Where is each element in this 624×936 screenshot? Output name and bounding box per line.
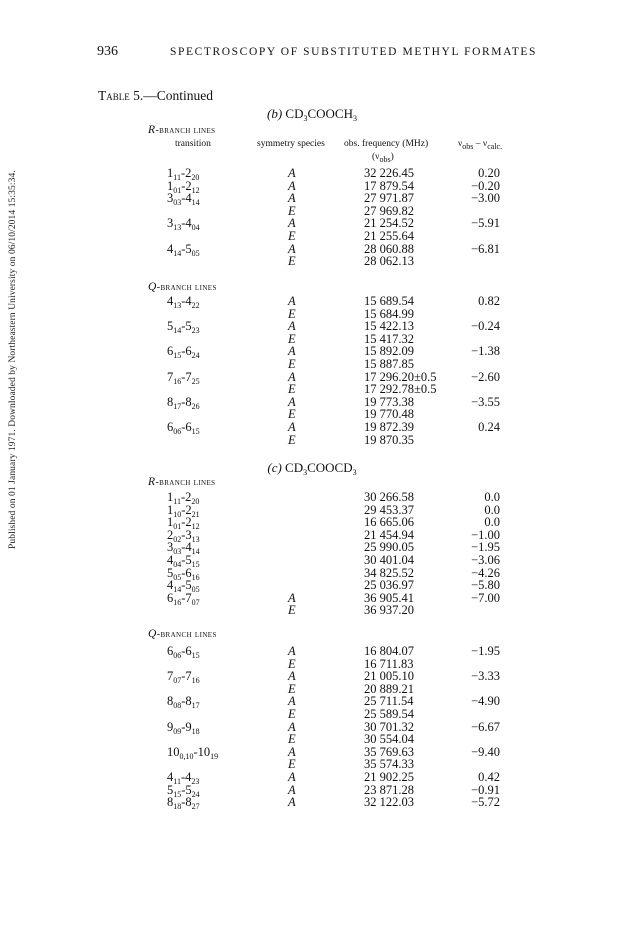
frequency-cell: 36 905.41 <box>364 590 414 605</box>
symmetry-cell: A <box>288 294 296 308</box>
symmetry-cell: E <box>288 656 296 671</box>
column-header-symmetry: symmetry species <box>257 139 325 149</box>
symmetry-cell: A <box>288 319 296 334</box>
frequency-cell: 25 589.54 <box>364 707 414 721</box>
difference-cell: −1.38 <box>471 344 500 359</box>
frequency-cell: 21 005.10 <box>364 669 414 684</box>
table-title-rest: 5.—Continued <box>129 88 213 103</box>
symmetry-cell: A <box>288 178 296 193</box>
transition-cell: $3_{13}-4_{04}$ <box>167 216 200 233</box>
section-label: Q-branch lines <box>148 628 217 640</box>
frequency-cell: 25 711.54 <box>364 694 414 709</box>
frequency-cell: 30 266.58 <box>364 490 414 504</box>
frequency-cell: 21 902.25 <box>364 770 414 784</box>
column-header-difference: $\nu_{obs} - \nu_{calc.}$ <box>458 139 503 151</box>
frequency-cell: 15 689.54 <box>364 294 414 308</box>
frequency-cell: 30 401.04 <box>364 553 414 567</box>
frequency-cell: 15 892.09 <box>364 344 414 359</box>
difference-cell: −5.80 <box>471 578 500 593</box>
column-header-frequency-symbol: $(\nu_{obs})$ <box>372 152 394 164</box>
frequency-cell: 30 554.04 <box>364 732 414 747</box>
frequency-cell: 25 990.05 <box>364 540 414 555</box>
frequency-cell: 15 684.99 <box>364 306 414 321</box>
download-notice: Published on 01 January 1971. Downloaded by Northeastern University on 06/10/2014 15:35:34. <box>8 170 18 550</box>
frequency-cell: 21 254.52 <box>364 216 414 231</box>
frequency-cell: 32 226.45 <box>364 166 414 180</box>
difference-cell: −1.95 <box>471 540 500 555</box>
difference-cell: −7.00 <box>471 590 500 605</box>
difference-cell: 0.0 <box>484 490 500 504</box>
table-row <box>0 603 624 617</box>
frequency-cell: 19 870.35 <box>364 432 414 447</box>
running-head: SPECTROSCOPY OF SUBSTITUTED METHYL FORMATES <box>170 46 537 58</box>
symmetry-cell: A <box>288 782 296 797</box>
difference-cell: 0.42 <box>478 770 500 784</box>
symmetry-cell: E <box>288 432 296 447</box>
column-header-frequency: obs. frequency (MHz) <box>344 139 429 149</box>
transition-cell: $2_{02}-3_{13}$ <box>167 527 200 544</box>
transition-cell: $4_{11}-4_{23}$ <box>167 770 200 786</box>
block-heading: (b) $CD_3COOCH_3$ <box>267 106 357 123</box>
difference-cell: −3.06 <box>471 553 500 567</box>
page-number: 936 <box>97 44 118 59</box>
difference-cell: −3.55 <box>471 394 500 409</box>
difference-cell: 0.24 <box>478 420 500 434</box>
transition-cell: $4_{14}-5_{05}$ <box>167 578 200 595</box>
transition-cell: $4_{04}-5_{15}$ <box>167 553 200 569</box>
transition-cell: $5_{05}-6_{16}$ <box>167 565 200 582</box>
transition-cell: $8_{08}-8_{17}$ <box>167 694 200 711</box>
section-label: R-branch lines <box>148 124 216 136</box>
transition-cell: $1_{01}-2_{12}$ <box>167 178 200 195</box>
table-title <box>98 88 213 104</box>
symmetry-cell: E <box>288 757 296 772</box>
symmetry-cell: E <box>288 407 296 422</box>
frequency-cell: 16 711.83 <box>364 656 414 671</box>
symmetry-cell: A <box>288 719 296 734</box>
transition-cell: $5_{14}-5_{23}$ <box>167 319 200 336</box>
symmetry-cell: E <box>288 229 296 243</box>
symmetry-cell: A <box>288 166 296 180</box>
symmetry-cell: A <box>288 694 296 709</box>
frequency-cell: 23 871.28 <box>364 782 414 797</box>
frequency-cell: 25 036.97 <box>364 578 414 593</box>
difference-cell: −5.72 <box>471 795 500 810</box>
symmetry-cell: E <box>288 203 296 218</box>
transition-cell: $1_{10}-2_{21}$ <box>167 502 200 519</box>
symmetry-cell: A <box>288 216 296 231</box>
frequency-cell: 35 574.33 <box>364 757 414 772</box>
symmetry-cell: A <box>288 590 296 605</box>
symmetry-cell: A <box>288 344 296 359</box>
table-title-prefix: Table <box>98 88 130 103</box>
difference-cell: −1.00 <box>471 527 500 542</box>
transition-cell: $1_{11}-2_{20}$ <box>167 166 200 182</box>
transition-cell: $4_{13}-4_{22}$ <box>167 294 200 310</box>
frequency-cell: 17 879.54 <box>364 178 414 193</box>
transition-cell: $8_{17}-8_{26}$ <box>167 394 200 411</box>
transition-cell: $3_{03}-4_{14}$ <box>167 191 200 208</box>
table-row <box>0 433 624 447</box>
transition-cell: $6_{06}-6_{15}$ <box>167 420 200 436</box>
symmetry-cell: A <box>288 394 296 409</box>
frequency-cell: 15 887.85 <box>364 357 414 371</box>
difference-cell: −5.91 <box>471 216 500 231</box>
symmetry-cell: E <box>288 306 296 321</box>
difference-cell: 0.20 <box>478 166 500 180</box>
frequency-cell: 28 060.88 <box>364 241 414 256</box>
symmetry-cell: A <box>288 795 296 810</box>
transition-cell: $6_{16}-7_{07}$ <box>167 590 200 607</box>
transition-cell: $7_{16}-7_{25}$ <box>167 369 200 386</box>
frequency-cell: 29 453.37 <box>364 502 414 517</box>
transition-cell: $1_{01}-2_{12}$ <box>167 515 200 532</box>
difference-cell: −9.40 <box>471 744 500 759</box>
difference-cell: −2.60 <box>471 369 500 384</box>
difference-cell: 0.82 <box>478 294 500 308</box>
frequency-cell: 27 971.87 <box>364 191 414 206</box>
frequency-cell: 16 665.06 <box>364 515 414 530</box>
table-row <box>0 795 624 812</box>
frequency-cell: 30 701.32 <box>364 719 414 734</box>
frequency-cell: 16 804.07 <box>364 644 414 658</box>
section-label: R-branch lines <box>148 476 216 488</box>
frequency-cell: 17 292.78±0.5 <box>364 382 437 397</box>
frequency-cell: 20 889.21 <box>364 681 414 696</box>
transition-cell: $6_{06}-6_{15}$ <box>167 644 200 660</box>
frequency-cell: 21 454.94 <box>364 527 414 542</box>
difference-cell: −3.33 <box>471 669 500 684</box>
table-row <box>0 254 624 268</box>
section-label: Q-branch lines <box>148 281 217 293</box>
frequency-cell: 27 969.82 <box>364 203 414 218</box>
transition-cell: $7_{07}-7_{16}$ <box>167 669 200 686</box>
difference-cell: −0.24 <box>471 319 500 334</box>
difference-cell: 0.0 <box>484 515 500 530</box>
symmetry-cell: E <box>288 603 296 618</box>
frequency-cell: 36 937.20 <box>364 603 414 618</box>
transition-cell: $8_{18}-8_{27}$ <box>167 795 200 812</box>
symmetry-cell: A <box>288 744 296 759</box>
symmetry-cell: E <box>288 681 296 696</box>
symmetry-cell: A <box>288 770 296 784</box>
difference-cell: −1.95 <box>471 644 500 658</box>
frequency-cell: 15 417.32 <box>364 331 414 346</box>
transition-cell: $3_{03}-4_{14}$ <box>167 540 200 557</box>
difference-cell: −4.90 <box>471 694 500 709</box>
frequency-cell: 19 773.38 <box>364 394 414 409</box>
symmetry-cell: E <box>288 707 296 721</box>
difference-cell: −6.81 <box>471 241 500 256</box>
symmetry-cell: E <box>288 254 296 269</box>
transition-cell: $1_{11}-2_{20}$ <box>167 490 200 506</box>
transition-cell: $9_{09}-9_{18}$ <box>167 719 200 736</box>
frequency-cell: 28 062.13 <box>364 254 414 269</box>
symmetry-cell: E <box>288 732 296 747</box>
symmetry-cell: A <box>288 241 296 256</box>
transition-cell: $4_{14}-5_{05}$ <box>167 241 200 258</box>
symmetry-cell: A <box>288 644 296 658</box>
transition-cell: $10_{0,10}-10_{19}$ <box>167 744 219 761</box>
frequency-cell: 15 422.13 <box>364 319 414 334</box>
symmetry-cell: E <box>288 382 296 397</box>
difference-cell: 0.0 <box>484 502 500 517</box>
frequency-cell: 32 122.03 <box>364 795 414 810</box>
symmetry-cell: A <box>288 191 296 206</box>
symmetry-cell: A <box>288 669 296 684</box>
difference-cell: −3.00 <box>471 191 500 206</box>
frequency-cell: 21 255.64 <box>364 229 414 243</box>
transition-cell: $5_{15}-5_{24}$ <box>167 782 200 799</box>
symmetry-cell: E <box>288 357 296 371</box>
difference-cell: −6.67 <box>471 719 500 734</box>
symmetry-cell: E <box>288 331 296 346</box>
difference-cell: −0.91 <box>471 782 500 797</box>
transition-cell: $6_{15}-6_{24}$ <box>167 344 200 361</box>
column-header-transition: transition <box>175 139 211 149</box>
frequency-cell: 34 825.52 <box>364 565 414 580</box>
frequency-cell: 19 770.48 <box>364 407 414 422</box>
symmetry-cell: A <box>288 420 296 434</box>
frequency-cell: 17 296.20±0.5 <box>364 369 437 384</box>
frequency-cell: 19 872.39 <box>364 420 414 434</box>
difference-cell: −4.26 <box>471 565 500 580</box>
block-heading: (c) $CD_3COOCD_3$ <box>267 460 357 477</box>
symmetry-cell: A <box>288 369 296 384</box>
frequency-cell: 35 769.63 <box>364 744 414 759</box>
difference-cell: −0.20 <box>471 178 500 193</box>
